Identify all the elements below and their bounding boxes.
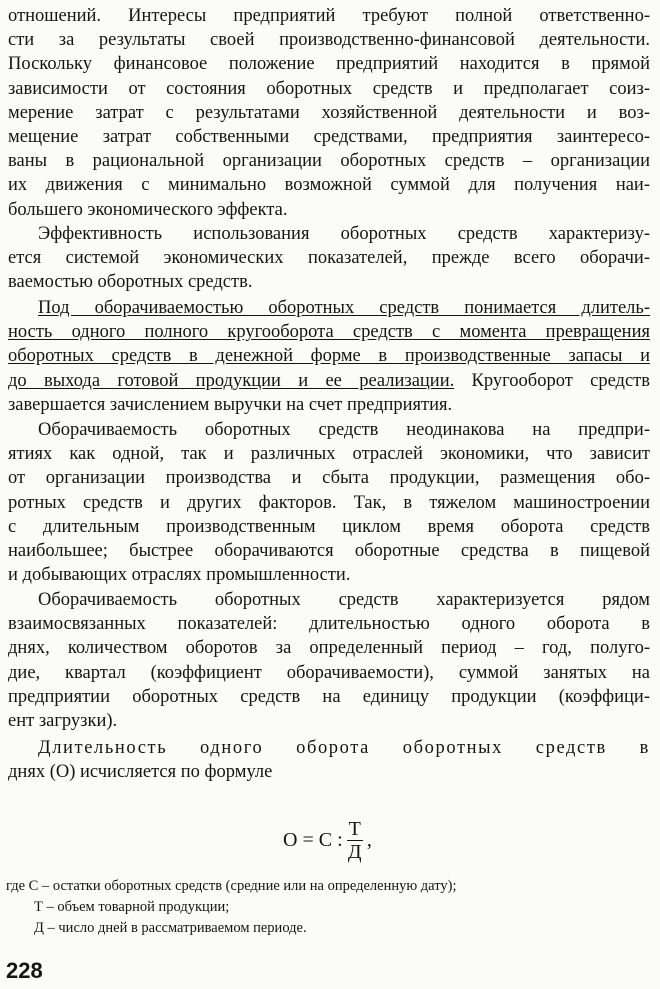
text-line: днях, количеством оборотов за определенный период – год, полуго- xyxy=(8,638,650,659)
text-line xyxy=(8,369,650,393)
text-line xyxy=(8,320,650,344)
formula-comma: , xyxy=(366,828,372,851)
paragraph-turnover-industries xyxy=(8,418,650,587)
text-line: большего экономического эффекта. xyxy=(8,199,288,220)
text-line: Оборачиваемость оборотных средств неодинакова на предпри- xyxy=(38,420,650,440)
text-line xyxy=(8,344,650,368)
formula-numerator: Т xyxy=(348,817,361,840)
underlined-definition: Под оборачиваемостью оборотных средств понимается длитель- xyxy=(38,298,650,318)
text-line: сти за результаты своей производственно-финансовой деятельности. xyxy=(8,30,650,51)
text-line: днях (О) исчисляется по формуле xyxy=(8,762,273,783)
text-line: Оборачиваемость оборотных средств характеризуется рядом xyxy=(38,590,650,610)
text-line: ент загрузки). xyxy=(8,711,118,732)
underlined-definition: до выхода готовой продукции и ее реализации. xyxy=(8,370,455,391)
formula-denominator: Д xyxy=(347,840,362,863)
text-line: предприятии оборотных средств на единицу продукции (коэффици- xyxy=(8,686,650,707)
turnover-formula xyxy=(283,810,372,870)
paragraph-turnover-indicators xyxy=(8,588,650,733)
formula-left: О = С : xyxy=(283,828,343,851)
text-line: и добывающих отраслях промышленности. xyxy=(8,565,351,586)
underlined-definition: ность одного полного кругооборота средств с момента превращения xyxy=(8,322,650,343)
text-line: ваемостью оборотных средств. xyxy=(8,272,253,293)
page-number: 228 xyxy=(6,958,43,983)
paragraph-turnover-definition xyxy=(8,296,650,417)
text-line: завершается зачислением выручки на счет предприятия. xyxy=(8,394,453,415)
text-line: от организации производства и сбыта продукции, размещения обо- xyxy=(8,468,650,489)
text-span: Кругооборот средств xyxy=(454,370,650,391)
paragraph-financial-position xyxy=(8,4,650,222)
text-line: их движения с минимально возможной суммой для получения наи- xyxy=(8,175,650,196)
legend-line: Д – число дней в рассматриваемом периоде. xyxy=(34,920,307,936)
text-line: Поскольку финансовое положение предприятий находится в прямой xyxy=(8,54,650,75)
formula-fraction xyxy=(347,818,363,863)
text-line: ваны в рациональной организации оборотных средств – организации xyxy=(8,151,650,172)
paragraph-formula-intro xyxy=(8,736,650,784)
text-line: Эффективность использования оборотных средств характеризу- xyxy=(38,224,650,244)
text-line: ется системой экономических показателей, прежде всего оборачи- xyxy=(8,248,650,269)
text-line: отношений. Интересы предприятий требуют полной ответственно- xyxy=(8,6,650,26)
text-line: Длительность одного оборота оборотных средств в xyxy=(38,738,650,758)
text-line: зависимости от состояния оборотных средств и предполагает соиз- xyxy=(8,78,650,99)
text-line: дие, квартал (коэффициент оборачиваемости), суммой занятых на xyxy=(8,662,650,683)
text-line: мерение затрат с результатами хозяйственной деятельности и воз- xyxy=(8,102,650,123)
text-line: взаимосвязанных показателей: длительностью одного оборота в xyxy=(8,614,650,635)
text-line: с длительным производственным циклом время оборота средств xyxy=(8,516,650,537)
underlined-definition: оборотных средств в денежной форме в производственные запасы и xyxy=(8,346,650,367)
paragraph-efficiency xyxy=(8,222,650,295)
text-line: ятиях как одной, так и различных отраслей экономики, что зависит xyxy=(8,444,650,465)
legend-line: Т – объем товарной продукции; xyxy=(34,899,230,915)
text-line xyxy=(8,296,650,320)
formula-legend xyxy=(6,876,626,939)
text-line: ротных средств и других факторов. Так, в тяжелом машиностроении xyxy=(8,492,650,513)
text-line: мещение затрат собственными средствами, предприятия заинтересо- xyxy=(8,127,650,148)
legend-line: где С – остатки оборотных средств (средние или на определенную дату); xyxy=(6,878,457,894)
text-line: наибольшее; быстрее оборачиваются оборотные средства в пищевой xyxy=(8,541,650,562)
